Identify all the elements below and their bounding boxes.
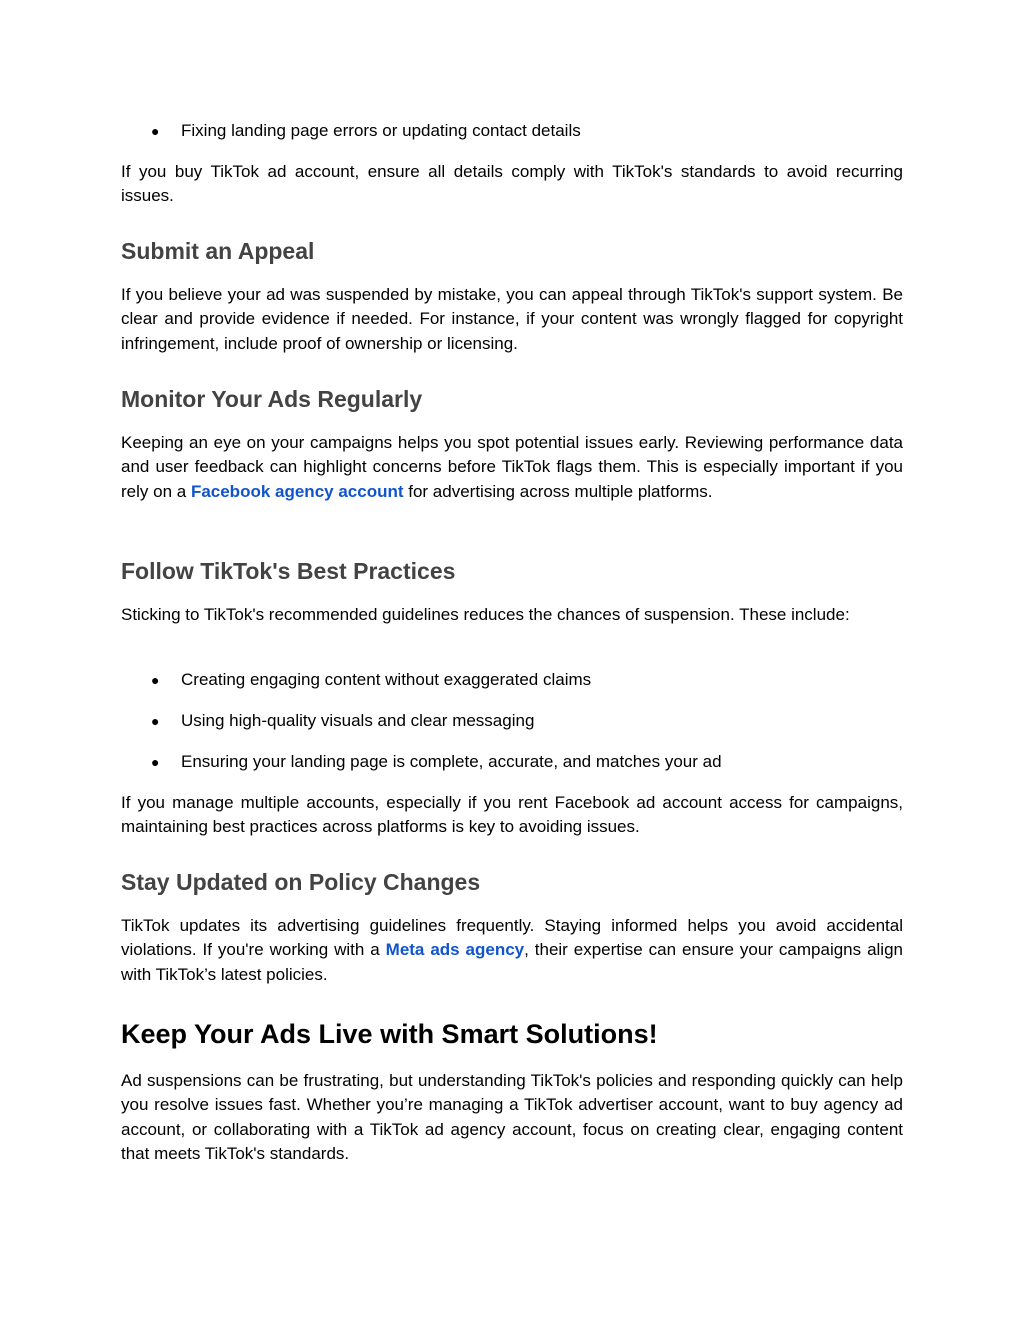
facebook-agency-account-link[interactable]: Facebook agency account [190, 481, 404, 501]
bullet-icon: ● [151, 672, 160, 688]
bullet-icon: ● [151, 123, 160, 139]
paragraph-intro: If you buy TikTok ad account, ensure all details comply with TikTok's standards to avoid recurring issues. [121, 162, 903, 206]
heading-policy-changes: Stay Updated on Policy Changes [121, 869, 481, 895]
heading-monitor-ads: Monitor Your Ads Regularly [121, 386, 423, 412]
list-item-text: Using high-quality visuals and clear messaging [181, 711, 535, 730]
paragraph-monitor [121, 431, 903, 504]
paragraph-multiple-accounts: If you manage multiple accounts, especially if you rent Facebook ad account access for campaigns, maintaining best practices across platforms is key to avoiding issues. [121, 793, 903, 837]
paragraph-monitor-text-2: for advertising across multiple platforms. [403, 481, 713, 501]
paragraph-policy [121, 914, 903, 987]
paragraph-policy-text-1: TikTok updates its advertising guidelines frequently. Staying informed helps you avoid accidental violations. If you're working with a [121, 916, 903, 960]
list-item-text: Creating engaging content without exaggerated claims [181, 670, 592, 689]
paragraph-policy-text-2: , their expertise can ensure your campaigns align with TikTok’s latest policies. [121, 940, 903, 984]
paragraph-appeal: If you believe your ad was suspended by mistake, you can appeal through TikTok's support system. Be clear and provide evidence if needed. For instance, if your content was wrongly flagged for copyright infringement, include proof of ownership or licensing. [121, 285, 903, 353]
list-item-text: Ensuring your landing page is complete, accurate, and matches your ad [181, 752, 722, 771]
bullet-icon: ● [151, 713, 160, 729]
list-item-text: Fixing landing page errors or updating contact details [181, 121, 581, 140]
meta-ads-agency-link[interactable]: Meta ads agency [385, 940, 525, 960]
bullet-icon: ● [151, 754, 160, 770]
heading-best-practices: Follow TikTok's Best Practices [121, 558, 456, 584]
paragraph-monitor-text-1: Keeping an eye on your campaigns helps you spot potential issues early. Reviewing performance data and user feedback can highlight concerns before TikTok flags them. This is especially important if you rely on a [121, 433, 903, 501]
heading-submit-appeal: Submit an Appeal [121, 238, 315, 264]
paragraph-final: Ad suspensions can be frustrating, but understanding TikTok's policies and responding quickly can help you resolve issues fast. Whether you’re managing a TikTok advertiser account, want to buy agency ad account, or collaborating with a TikTok ad agency account, focus on creating clear, engaging content that meets TikTok's standards. [121, 1071, 903, 1164]
paragraph-best: Sticking to TikTok's recommended guidelines reduces the chances of suspension. These include: [121, 605, 850, 624]
heading-keep-ads-live: Keep Your Ads Live with Smart Solutions! [121, 1019, 658, 1049]
